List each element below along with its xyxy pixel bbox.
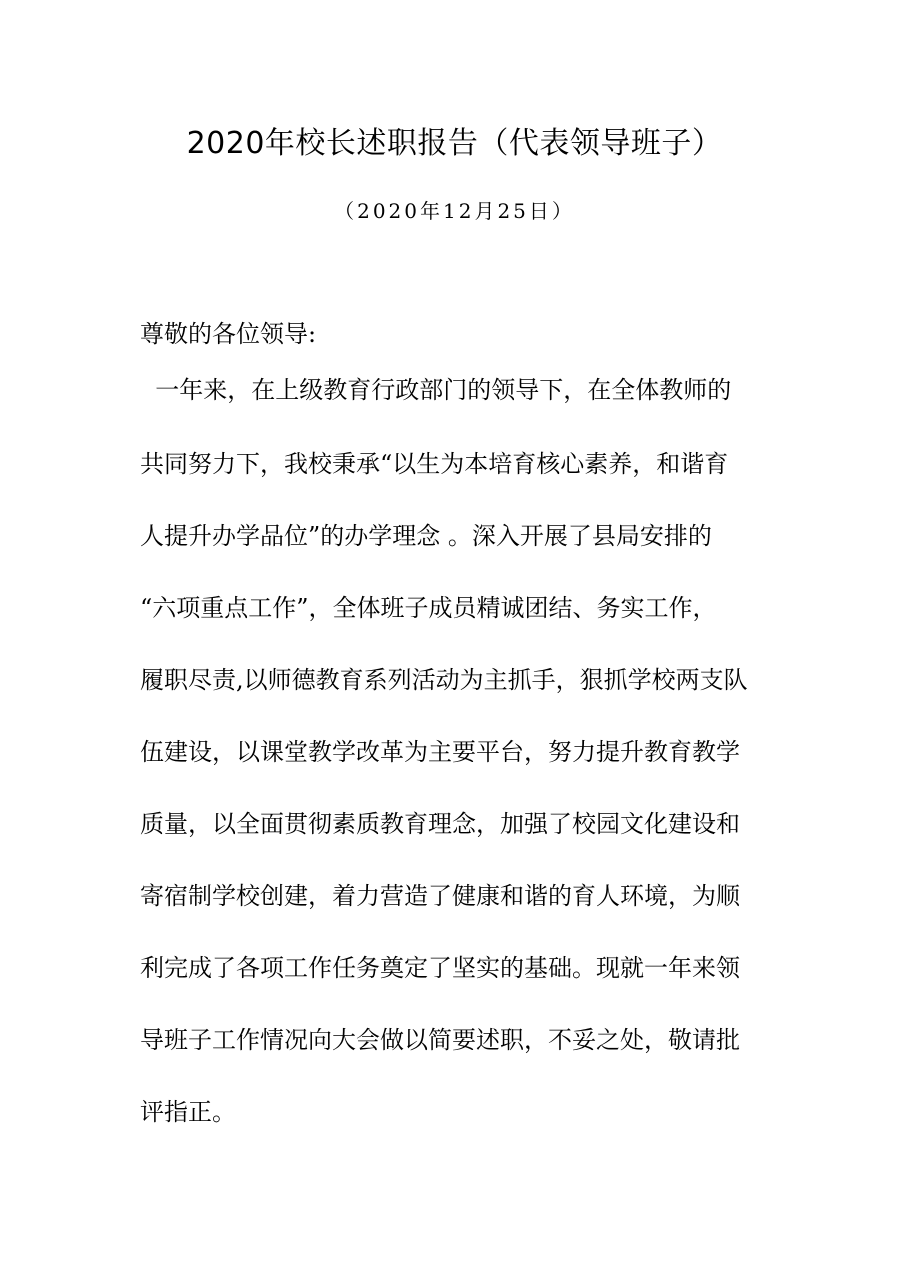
paragraph-line: 人提升办学品位”的办学理念 。深入开展了县局安排的	[140, 522, 712, 550]
document-date: （2020年12月25日）	[334, 199, 575, 223]
paragraph-line: 伍建设，以课堂教学改革为主要平台，努力提升教育教学	[140, 738, 740, 766]
paragraph-line: 履职尽责,以师德教育系列活动为主抓手，狠抓学校两支队	[140, 666, 748, 694]
paragraph-line: 寄宿制学校创建，着力营造了健康和谐的育人环境，为顺	[140, 882, 740, 910]
paragraph-line: “六项重点工作”，全体班子成员精诚团结、务实工作，	[140, 594, 717, 622]
paragraph-line: 利完成了各项工作任务奠定了坚实的基础。现就一年来领	[140, 954, 740, 982]
paragraph-line: 评指正。	[140, 1098, 236, 1126]
paragraph-line: 一年来，在上级教育行政部门的领导下，在全体教师的	[140, 376, 732, 404]
paragraph-line: 共同努力下，我校秉承“以生为本培育核心素养，和谐育	[140, 450, 729, 478]
paragraph-line: 导班子工作情况向大会做以简要述职，不妥之处，敬请批	[140, 1026, 740, 1054]
paragraph-line: 质量，以全面贯彻素质教育理念，加强了校园文化建设和	[140, 810, 740, 838]
document-title: 2020年校长述职报告（代表领导班子）	[186, 126, 723, 161]
salutation: 尊敬的各位领导:	[140, 320, 317, 348]
